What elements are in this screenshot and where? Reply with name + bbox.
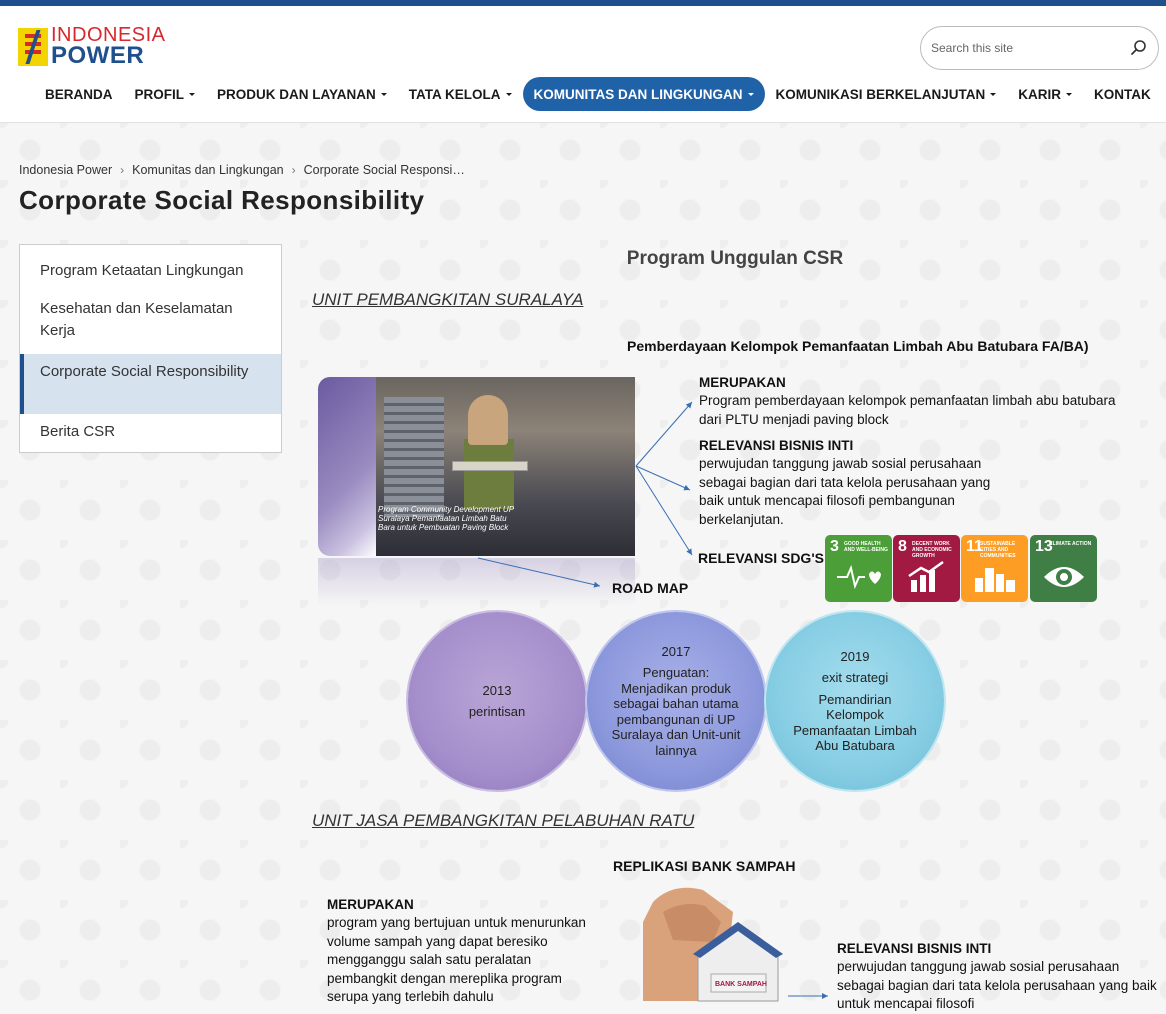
page-title: Corporate Social Responsibility xyxy=(19,185,425,215)
sdg-11-tile xyxy=(961,535,1028,602)
unit2-merupakan-text: program yang bertujuan untuk menurunkan volume sampah yang dapat beresiko mengganggu salah satu peralatan pembangkit dengan mereplika program serupa yang terlebih dahulu xyxy=(327,915,586,1005)
roadmap-2013-year: 2013 xyxy=(482,682,512,698)
nav-beranda[interactable]: BERANDA xyxy=(45,86,113,102)
sidebar-item-berita-csr[interactable]: Berita CSR xyxy=(40,423,116,440)
chevron-down-icon xyxy=(1066,93,1072,96)
unit1-heading: UNIT PEMBANGKITAN SURALAYA xyxy=(312,290,584,309)
sdg-3-label: GOOD HEALTH AND WELL-BEING xyxy=(844,541,888,553)
search-input[interactable] xyxy=(931,37,1121,59)
content-main-title: Program Unggulan CSR xyxy=(626,248,844,269)
unit1-merupakan-text: Program pemberdayaan kelompok pemanfaatan limbah abu batubara dari PLTU menjadi paving block xyxy=(699,393,1116,427)
sdg-3-tile xyxy=(825,535,892,602)
unit1-merupakan-title: MERUPAKAN xyxy=(699,375,786,390)
roadmap-2019-circle xyxy=(766,612,944,790)
photo-reflection xyxy=(318,558,635,606)
unit1-relevansi-block xyxy=(699,437,999,529)
sidebar-menu xyxy=(19,244,282,453)
unit2-relevansi-text: perwujudan tanggung jawab sosial perusahaan sebagai bagian dari tata kelola perusahaan yang baik untuk mencapai filosofi xyxy=(837,959,1157,1012)
nav-karir[interactable]: KARIR xyxy=(1007,77,1083,111)
sdg-8-number: 8 xyxy=(898,538,907,555)
logo-icon xyxy=(18,28,48,66)
roadmap-2013-text: perintisan xyxy=(468,704,526,719)
search-box xyxy=(920,26,1159,70)
roadmap-2017-text: Penguatan: Menjadikan produk sebagai bahan utama pembangunan di UP Suralaya dan Unit-unit lainnya xyxy=(611,665,741,758)
nav-profil[interactable]: PROFIL xyxy=(124,77,207,111)
nav-komunitas-dan-lingkungan[interactable]: KOMUNITAS DAN LINGKUNGAN xyxy=(523,77,765,111)
roadmap-2019-subtitle: exit strategi xyxy=(821,670,889,685)
sdg-3-number: 3 xyxy=(830,538,839,555)
breadcrumb xyxy=(19,163,465,177)
breadcrumb-current: Corporate Social Responsi… xyxy=(303,163,465,177)
unit2-relevansi-block xyxy=(837,940,1157,1014)
chevron-right-icon: › xyxy=(291,163,296,177)
bank-sampah-label: BANK SAMPAH xyxy=(715,981,767,988)
main-nav xyxy=(34,77,1162,111)
chevron-down-icon xyxy=(748,93,754,96)
sdg-13-tile xyxy=(1030,535,1097,602)
sdg-13-label: CLIMATE ACTION xyxy=(1049,541,1092,547)
site-header xyxy=(0,6,1166,123)
search-icon[interactable] xyxy=(1130,39,1148,57)
chevron-down-icon xyxy=(189,93,195,96)
logo-text-line2: POWER xyxy=(51,42,145,69)
sdg-11-label: SUSTAINABLE CITIES AND COMMUNITIES xyxy=(980,541,1016,559)
unit1-relevansi-text: perwujudan tanggung jawab sosial perusahaan sebagai bagian dari tata kelola perusahaan yang baik untuk mencapai filosofi pembangunan berkelanjutan. xyxy=(699,456,991,527)
city-icon xyxy=(973,562,1017,592)
unit2-merupakan-title: MERUPAKAN xyxy=(327,897,414,912)
sdg-13-number: 13 xyxy=(1035,538,1053,555)
unit2-relevansi-title: RELEVANSI BISNIS INTI xyxy=(837,941,992,956)
heartbeat-icon xyxy=(837,562,881,592)
breadcrumb-home-link[interactable]: Indonesia Power xyxy=(19,163,113,177)
eye-globe-icon xyxy=(1042,562,1086,592)
growth-chart-icon xyxy=(905,562,949,592)
unit2-heading: UNIT JASA PEMBANGKITAN PELABUHAN RATU xyxy=(312,811,695,830)
unit1-panel-title: Pemberdayaan Kelompok Pemanfaatan Limbah Abu Batubara FA/BA) xyxy=(627,338,1089,354)
chevron-down-icon xyxy=(381,93,387,96)
indonesia-power-logo[interactable] xyxy=(18,25,166,68)
nav-produk-dan-layanan[interactable]: PRODUK DAN LAYANAN xyxy=(206,77,398,111)
roadmap-2017-circle xyxy=(587,612,765,790)
chevron-down-icon xyxy=(506,93,512,96)
sidebar-item-csr[interactable]: Corporate Social Responsibility xyxy=(20,354,281,414)
sidebar-item-k3[interactable]: Kesehatan dan Keselamatan Kerja xyxy=(40,300,233,339)
sdg-8-tile xyxy=(893,535,960,602)
nav-komunikasi-berkelanjutan[interactable]: KOMUNIKASI BERKELANJUTAN xyxy=(765,77,1008,111)
sidebar-item-program-ketaatan-lingkungan[interactable]: Program Ketaatan Lingkungan xyxy=(40,262,244,279)
chevron-right-icon: › xyxy=(120,163,125,177)
roadmap-2019-year: 2019 xyxy=(840,648,870,664)
nav-kontak[interactable]: KONTAK xyxy=(1094,86,1151,102)
nav-tata-kelola[interactable]: TATA KELOLA xyxy=(398,77,523,111)
roadmap-2013-circle xyxy=(408,612,586,790)
roadmap-2019-text: Pemandirian Kelompok Pemanfaatan Limbah Abu Batubara xyxy=(793,691,917,753)
roadmap-label: ROAD MAP xyxy=(612,580,689,596)
bank-sampah-image xyxy=(643,882,783,1001)
roadmap-2017-year: 2017 xyxy=(661,643,691,659)
sdg-8-label: DECENT WORK AND ECONOMIC GROWTH xyxy=(912,541,952,559)
paving-block-photo xyxy=(318,377,635,556)
unit2-panel-title: REPLIKASI BANK SAMPAH xyxy=(613,858,796,874)
unit1-merupakan-block xyxy=(699,374,1139,429)
unit1-relevansi-title: RELEVANSI BISNIS INTI xyxy=(699,438,854,453)
photo-caption: Program Community Development UP Suralaya Pemanfaatan Limbah Batu Bara untuk Pembuatan Paving Block xyxy=(378,505,514,532)
logo-text-line1: INDONESIA xyxy=(51,24,166,46)
breadcrumb-komunitas-link[interactable]: Komunitas dan Lingkungan xyxy=(132,163,284,177)
unit2-merupakan-block xyxy=(327,896,602,1006)
sdg-11-number: 11 xyxy=(966,538,983,555)
chevron-down-icon xyxy=(990,93,996,96)
unit1-sdg-label: RELEVANSI SDG'S xyxy=(698,550,824,566)
